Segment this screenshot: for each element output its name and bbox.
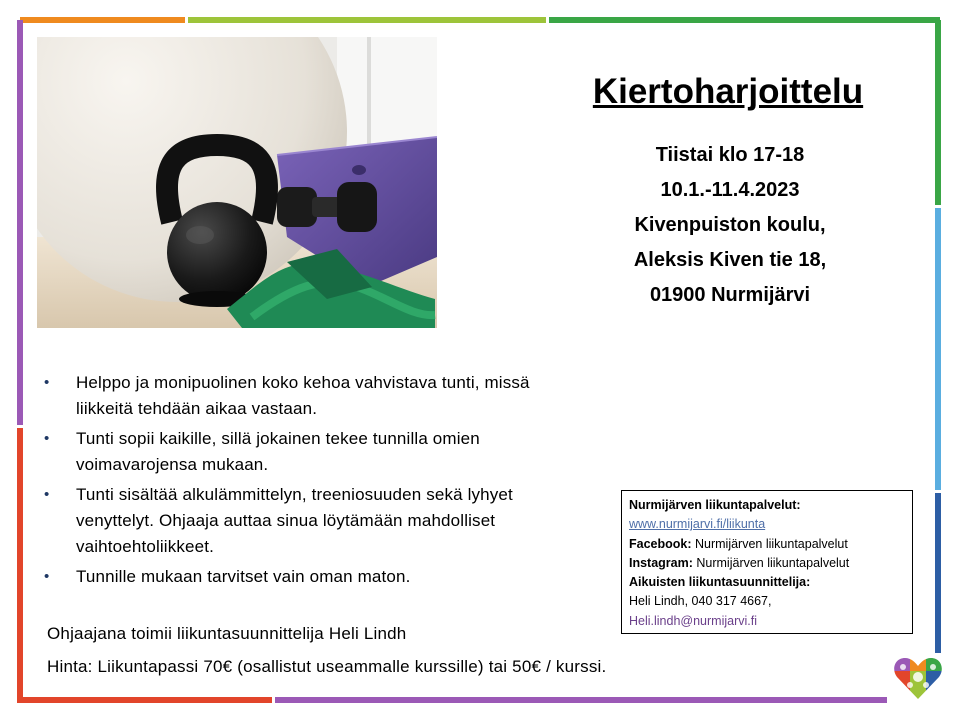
list-item: • Tunti sopii kaikille, sillä jokainen tekee tunnilla omien voimavarojensa mukaan. [40, 426, 540, 478]
bullet-icon: • [44, 486, 50, 503]
website-link[interactable]: www.nurmijarvi.fi/liikunta [629, 517, 766, 532]
frame-right-green [935, 20, 941, 205]
event-street: Aleksis Kiven tie 18, [633, 249, 827, 271]
frame-top-orange [20, 17, 185, 23]
list-item: • Tunnille mukaan tarvitset vain oman maton. [40, 564, 540, 590]
planner-email-link[interactable]: Heli.lindh@nurmijarvi.fi [629, 613, 758, 628]
event-dates: 10.1.-11.4.2023 [660, 179, 800, 201]
event-city: 01900 Nurmijärvi [649, 284, 811, 306]
planner-heading: Aikuisten liikuntasuunnittelija: [629, 575, 811, 590]
event-details [600, 140, 860, 315]
instagram-label: Instagram: [629, 555, 693, 570]
frame-top-yellowgreen [188, 17, 546, 23]
nurmijarvi-heart-logo [893, 655, 943, 701]
bullet-icon: • [44, 430, 50, 447]
frame-bottom-purple [275, 697, 887, 703]
description-list [40, 370, 540, 594]
planner-contact: Heli Lindh, 040 317 4667, [629, 594, 772, 609]
frame-left-red [17, 428, 23, 703]
list-item: • Tunti sisältää alkulämmittelyn, treeniosuuden sekä lyhyet venyttelyt. Ohjaaja auttaa sinua löytämään mahdolliset vaihtoehtoliikkeet. [40, 482, 540, 560]
exercise-equipment-photo [37, 37, 437, 328]
bullet-icon: • [44, 568, 50, 585]
contact-info-box [621, 490, 913, 634]
instructor-text: Ohjaajana toimii liikuntasuunnittelija Heli Lindh [47, 624, 407, 643]
frame-bottom-red [17, 697, 272, 703]
event-venue: Kivenpuiston koulu, [634, 214, 826, 236]
list-item: • Helppo ja monipuolinen koko kehoa vahvistava tunti, missä liikkeitä tehdään aikaa vastaan. [40, 370, 540, 422]
facebook-value: Nurmijärven liikuntapalvelut [691, 536, 848, 551]
info-heading: Nurmijärven liikuntapalvelut: [629, 498, 801, 512]
instagram-value: Nurmijärven liikuntapalvelut [692, 555, 850, 570]
price-text: Hinta: Liikuntapassi 70€ (osallistut useammalle kurssille) tai 50€ / kurssi. [47, 657, 607, 676]
frame-left-purple [17, 20, 23, 425]
facebook-label: Facebook: [629, 536, 692, 551]
page-title: Kiertoharjoittelu [592, 72, 864, 111]
event-time: Tiistai klo 17-18 [655, 144, 805, 166]
frame-right-lightblue [935, 208, 941, 490]
bullet-icon: • [44, 374, 50, 391]
frame-top-green [549, 17, 940, 23]
frame-right-darkblue [935, 493, 941, 653]
